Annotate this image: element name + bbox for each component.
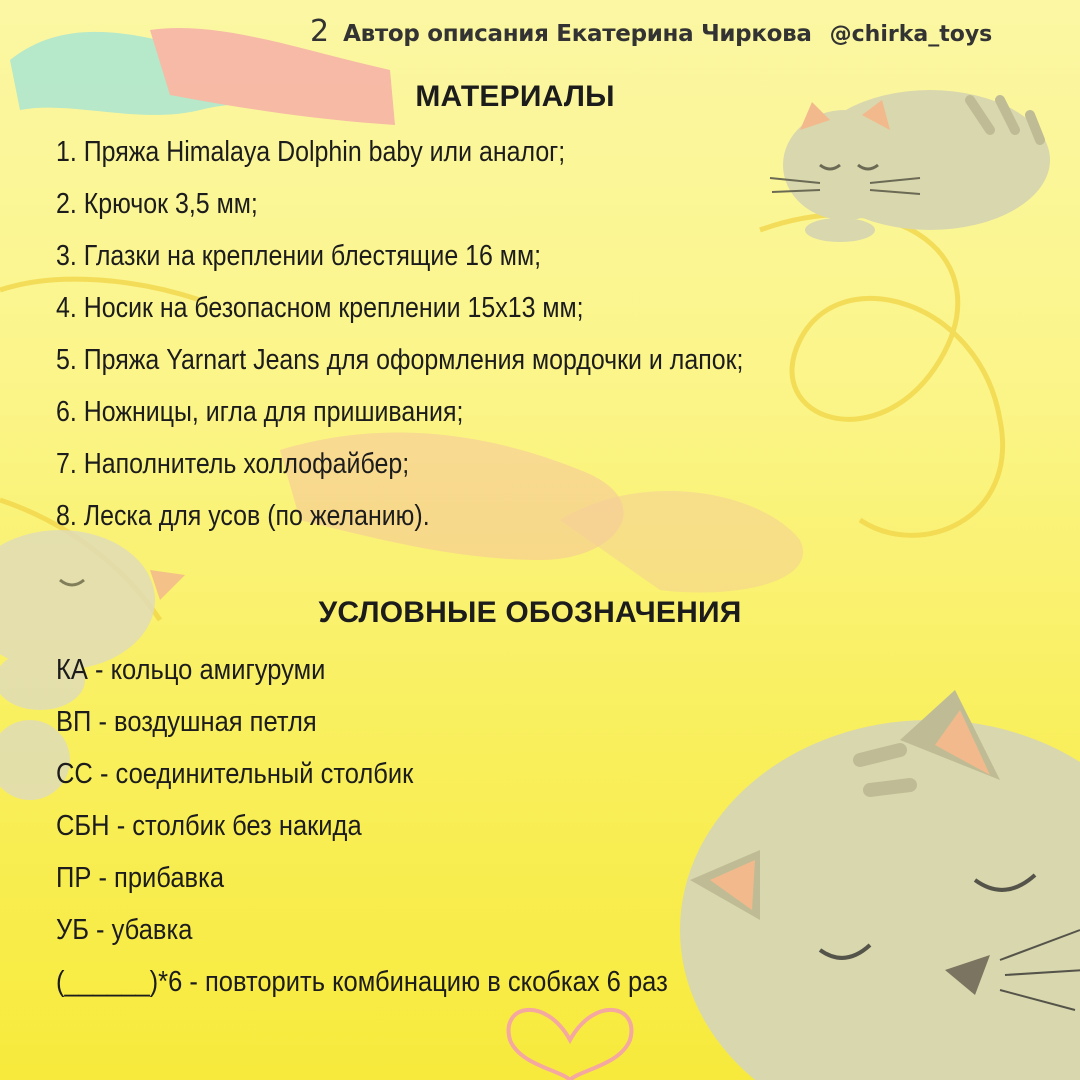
heart-icon (509, 1010, 632, 1080)
list-item: СС - соединительный столбик (56, 758, 414, 790)
list-item: ПР - прибавка (56, 862, 225, 894)
legend-title: УСЛОВНЫЕ ОБОЗНАЧЕНИЯ (318, 596, 742, 629)
list-item: 4. Носик на безопасном креплении 15х13 мм; (56, 292, 584, 324)
author-handle: @chirka_toys (829, 22, 993, 47)
list-item: ВП - воздушная петля (56, 706, 317, 738)
list-item: СБН - столбик без накида (56, 810, 362, 842)
list-item: УБ - убавка (56, 914, 193, 946)
list-item: 5. Пряжа Yarnart Jeans для оформления мордочки и лапок; (56, 344, 744, 376)
list-item: 2. Крючок 3,5 мм; (56, 188, 258, 220)
list-item: 6. Ножницы, игла для пришивания; (56, 396, 464, 428)
list-item: 1. Пряжа Himalaya Dolphin baby или аналог; (56, 136, 566, 168)
list-item: 8. Леска для усов (по желанию). (56, 500, 430, 532)
list-item: 7. Наполнитель холлофайбер; (56, 448, 410, 480)
list-item: 3. Глазки на креплении блестящие 16 мм; (56, 240, 542, 272)
list-item: КА - кольцо амигуруми (56, 654, 326, 686)
list-item: (______)*6 - повторить комбинацию в скобках 6 раз (56, 966, 668, 998)
header (310, 14, 1070, 58)
materials-title: МАТЕРИАЛЫ (415, 80, 615, 113)
legend-list (56, 644, 751, 1008)
author-credit: Автор описания Екатерина Чиркова (343, 21, 812, 47)
materials-list (56, 126, 855, 542)
page-number: 2 (310, 14, 330, 49)
